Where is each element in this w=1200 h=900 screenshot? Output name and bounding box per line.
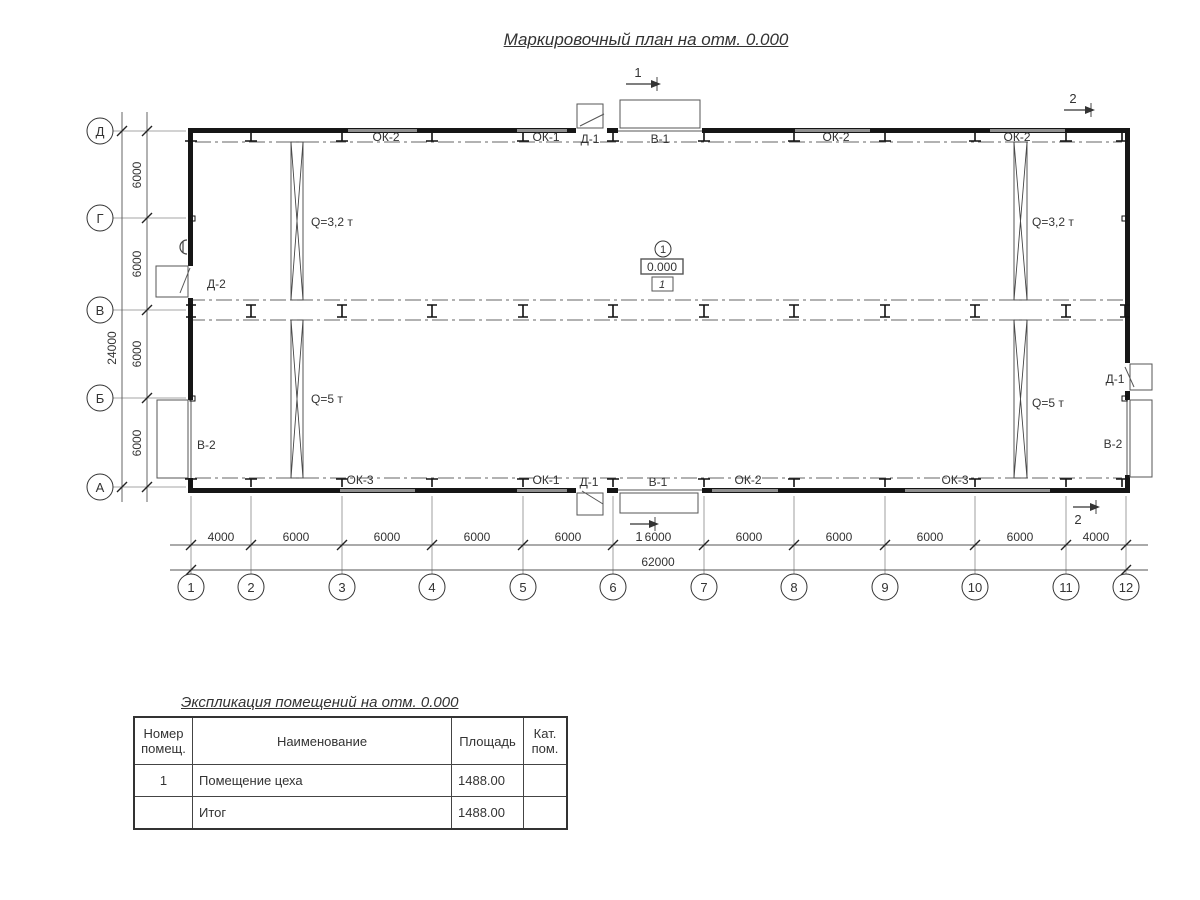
tag-top-ok1: ОК-1 [532, 130, 560, 144]
dim-ticks [117, 126, 1131, 575]
section-mark-1-top [626, 65, 661, 91]
porch-v1-top [620, 100, 700, 128]
window-ok3-bottom2 [905, 489, 1050, 492]
dim-left-2: 6000 [130, 250, 144, 278]
axis-number: 3 [338, 580, 346, 595]
tag-top-ok2-1: ОК-2 [372, 130, 400, 144]
wall-fixture-icon [180, 240, 187, 254]
wall-tag-labels [197, 130, 1125, 489]
window-ok3-bottom1 [340, 489, 415, 492]
dim-bottom-6: 6000 [644, 530, 672, 544]
tag-right-d1: Д-1 [1105, 372, 1125, 386]
spec-header-name: Наименование [193, 717, 452, 765]
tag-bottom-ok1: ОК-1 [532, 473, 560, 487]
dim-bottom-1: 4000 [207, 530, 235, 544]
brace-right-top-x [1014, 142, 1027, 300]
tag-bottom-ok3-1: ОК-3 [346, 473, 374, 487]
axis-number: 1 [187, 580, 195, 595]
window-ok1-bottom [517, 489, 567, 492]
spec-header-row [134, 717, 567, 765]
dimension-texts [105, 161, 1110, 569]
dim-bottom-11: 4000 [1082, 530, 1110, 544]
tag-bottom-ok2: ОК-2 [734, 473, 762, 487]
tag-bottom-ok3-2: ОК-3 [941, 473, 969, 487]
section-mark-2-bottom [1073, 500, 1100, 527]
porch-d2-left [156, 266, 188, 297]
crane-labels [311, 215, 1074, 410]
axis-number: 4 [428, 580, 436, 595]
columns-middle-row [186, 305, 1130, 317]
crane-label-q32-right: Q=3,2 т [1032, 215, 1074, 229]
tag-left-d2: Д-2 [207, 277, 226, 291]
dim-bottom-10: 6000 [1006, 530, 1034, 544]
dim-bottom-2: 6000 [282, 530, 310, 544]
axis-number: 6 [609, 580, 617, 595]
dim-bottom-3: 6000 [373, 530, 401, 544]
gate-v1-bottom-line [618, 489, 702, 491]
section-mark-2-top [1064, 91, 1095, 117]
spec-header-category: Кат. пом. [524, 717, 568, 765]
gate-v2-left-line [190, 400, 192, 478]
tag-top-v1: В-1 [650, 132, 670, 146]
dim-bottom-4: 6000 [463, 530, 491, 544]
level-mark-elevation-value: 0.000 [646, 260, 678, 274]
tag-bottom-d1: Д-1 [579, 475, 599, 489]
window-segments [340, 129, 1065, 492]
axis-number: 9 [881, 580, 889, 595]
tag-top-ok2-3: ОК-2 [1003, 130, 1031, 144]
level-mark [641, 241, 683, 291]
section-1-bottom-label: 1 [635, 529, 643, 544]
axis-letter: В [95, 303, 105, 318]
axis-number: 2 [247, 580, 255, 595]
section-1-bottom-arrow [649, 520, 659, 528]
brace-right-bottom-x [1014, 320, 1027, 478]
dim-bottom-5: 6000 [554, 530, 582, 544]
section-2-top-arrow [1085, 106, 1095, 114]
axis-letter: Г [96, 211, 104, 226]
tag-left-v2: В-2 [197, 438, 216, 452]
axis-letter: Д [95, 124, 105, 139]
dim-bottom-8: 6000 [825, 530, 853, 544]
tag-right-v2: В-2 [1103, 437, 1123, 451]
dim-left-4: 6000 [130, 429, 144, 457]
porch-v2-right [1130, 400, 1152, 477]
window-ok2-bottom [712, 489, 778, 492]
spec-cell-number: 1 [134, 765, 193, 797]
axis-number: 8 [790, 580, 798, 595]
spec-cell-name: Итог [193, 797, 452, 830]
spec-cell-number [134, 797, 193, 830]
section-2-bottom-arrow [1090, 503, 1100, 511]
level-mark-node-number: 1 [659, 244, 667, 256]
walls [188, 128, 1130, 493]
porches [156, 100, 1152, 515]
axis-number: 11 [1059, 580, 1073, 595]
centerlines [189, 142, 1128, 478]
table-row [134, 765, 567, 797]
crane-label-q5-left: Q=5 т [311, 392, 343, 406]
column-symbols [185, 133, 1130, 487]
spec-cell-category [524, 797, 568, 830]
dim-left-3: 6000 [130, 340, 144, 368]
dim-left-total: 24000 [105, 331, 119, 365]
openings [187, 127, 1131, 494]
axis-bubbles-bottom [178, 574, 1139, 600]
section-1-top-arrow [651, 80, 661, 88]
section-2-bottom-label: 2 [1074, 512, 1082, 527]
level-mark-room-number: 1 [658, 279, 666, 291]
dim-bottom-total: 62000 [641, 555, 675, 569]
gate-v2-right-line [1126, 400, 1128, 475]
dimension-lines [117, 112, 1148, 575]
tag-bottom-v1: В-1 [648, 475, 668, 489]
spec-cell-area: 1488.00 [452, 765, 524, 797]
brace-left-bottom-x [291, 320, 303, 478]
tag-top-ok2-2: ОК-2 [822, 130, 850, 144]
axis-number: 12 [1118, 580, 1134, 595]
axis-letter: А [95, 480, 105, 495]
axis-bubbles-left [87, 118, 113, 500]
tag-top-d1: Д-1 [580, 132, 600, 146]
porch-v1-bottom [620, 493, 698, 513]
spec-cell-name: Помещение цеха [193, 765, 452, 797]
axis-letter: Б [95, 391, 105, 406]
dim-bottom-9: 6000 [916, 530, 944, 544]
left-extension-lines [113, 131, 186, 487]
crane-label-q32-left: Q=3,2 т [311, 215, 353, 229]
axis-number: 10 [967, 580, 983, 595]
section-2-top-label: 2 [1069, 91, 1077, 106]
spec-cell-category [524, 765, 568, 797]
crane-braces [291, 142, 1027, 478]
dim-bottom-7: 6000 [735, 530, 763, 544]
axis-number: 5 [519, 580, 527, 595]
spec-header-number: Номер помещ. [134, 717, 193, 765]
crane-label-q5-right: Q=5 т [1032, 396, 1064, 410]
door-leaves [180, 114, 1134, 504]
door-leaf-d1-top [580, 114, 604, 126]
room-spec-table [133, 716, 568, 830]
porch-v2-left [157, 400, 188, 478]
dim-left-1: 6000 [130, 161, 144, 189]
axis-number: 7 [700, 580, 708, 595]
spec-cell-area: 1488.00 [452, 797, 524, 830]
spec-header-area: Площадь [452, 717, 524, 765]
spec-table-title: Экспликация помещений на отм. 0.000 [181, 694, 459, 711]
plan-title: Маркировочный план на отм. 0.000 [503, 30, 789, 49]
brace-left-top-x [291, 142, 303, 300]
section-1-top-label: 1 [634, 65, 642, 80]
table-row [134, 797, 567, 830]
